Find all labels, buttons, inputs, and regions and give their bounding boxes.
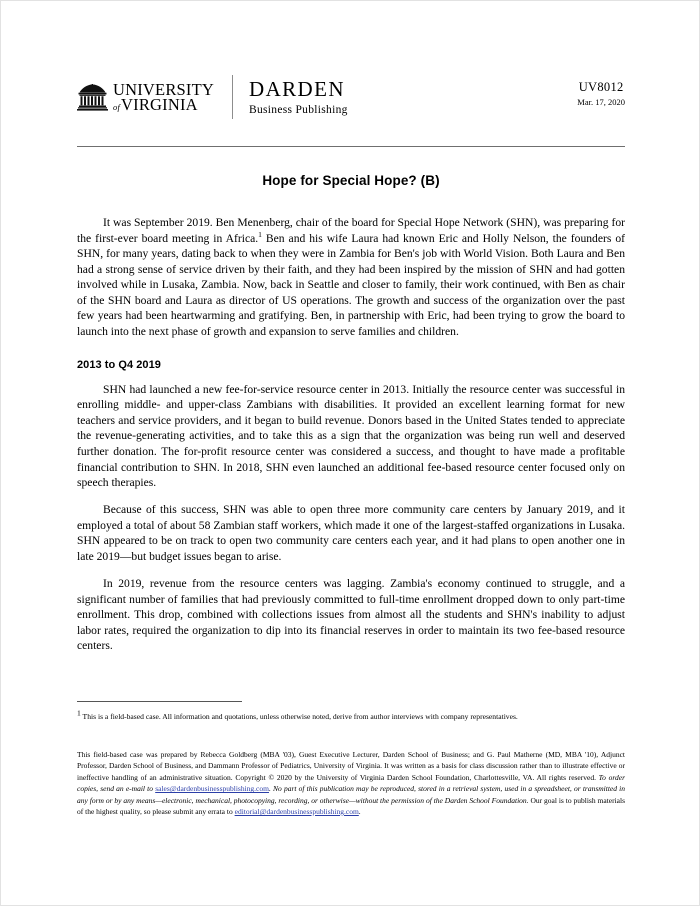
- paragraph-2: SHN had launched a new fee-for-service resource center in 2013. Initially the resource center was successful in enrolling middle- and upper-class Zambians with disabilities. It provided an excellent learning format for new teachers and service providers, and it began to build revenue. Donors based in the United States tended to appreciate the revenue-generating activities, and to take this as a sign that the organization was being run well and deserved further donation. The for-profit resource center was considered a success, and thought to have made a profitable financial contribution to SHN. In 2018, SHN even launched an additional fee-based resource center focused only on speech therapies.: [77, 382, 625, 490]
- university-of-text: of: [113, 102, 121, 112]
- copyright-section: [77, 749, 625, 817]
- paragraph-4: In 2019, revenue from the resource centers was lagging. Zambia's economy continued to struggle, and a significant number of families that had previously committed to full-time enrollment dropped down to only part-time enrollment. This drop, combined with collections issues from almost all the students and SHN's inability to adjust labor rates, required the organization to dip into its financial reserves in order to maintain its two fee-based resource centers.: [77, 576, 625, 653]
- footnote-section: [77, 701, 625, 722]
- editorial-email-link[interactable]: editorial@dardenbusinesspublishing.com: [234, 806, 359, 816]
- copyright-segment-2: Our goal is to publish materials of the highest quality, so please submit any errata to: [77, 795, 625, 816]
- footnote-body: This is a field-based case. All information and quotations, unless otherwise noted, derive from author interviews with company representatives.: [80, 712, 518, 721]
- document-body: [77, 215, 625, 654]
- document-meta: [577, 75, 625, 108]
- footnote-rule: [77, 701, 242, 702]
- copyright-text: [77, 749, 625, 817]
- brand-divider: [232, 75, 233, 119]
- section-heading: 2013 to Q4 2019: [77, 358, 161, 371]
- paragraph-1-part-1: It was September 2019. Ben Menenberg, chair of the board for Special Hope Network (SHN), was preparing for the first-ever board meeting in Africa.: [77, 216, 625, 245]
- university-wordmark: [113, 79, 214, 114]
- document-id: UV8012: [578, 80, 624, 94]
- paragraph-1: [77, 215, 625, 340]
- university-line-2: [113, 97, 214, 112]
- footnote-reference: 1: [258, 229, 262, 239]
- darden-subtitle: Business Publishing: [249, 103, 348, 116]
- darden-title: DARDEN: [249, 77, 345, 102]
- page-content: [77, 1, 625, 665]
- sales-email-link[interactable]: sales@dardenbusinesspublishing.com: [155, 784, 269, 794]
- footnote-marker: 1: [77, 708, 81, 718]
- rotunda-icon: [77, 84, 108, 111]
- university-line-1-text: UNIVERSITY: [113, 79, 214, 99]
- header-rule: [77, 146, 625, 147]
- document-header: [77, 1, 625, 119]
- copyright-italic-2: . No part of this publication may be reproduced, stored in a retrieval system, used in a spreadsheet, or transmitted in any form or by any means—electronic, mechanical, photocopying, recording, or otherwise—without the permission of the Darden School Foundation.: [77, 784, 625, 805]
- copyright-segment-1: This field-based case was prepared by Rebecca Goldberg (MBA '03), Guest Executive Lecturer, Darden School of Business; and G. Paul Matherne (MD, MBA '10), Adjunct Professor, Darden School of Business, and Dammann Professor of Pediatrics, University of Virginia. It was written as a basis for class discussion rather than to illustrate effective or ineffective handling of an administrative situation. Copyright © 2020 by the University of Virginia Darden School Foundation, Charlottesville, VA. All rights reserved.: [77, 750, 625, 782]
- copyright-segment-3: .: [358, 806, 361, 816]
- footnote-text: [77, 708, 625, 722]
- darden-brand: [249, 78, 348, 115]
- paragraph-1-part-2: Ben and his wife Laura had known Eric and Holly Nelson, the founders of SHN, for many years, dating back to when they were in Zambia for Ben's job with World Vision. Both Laura and Ben had a strong sense of service driven by their faith, and they had been inspired by the mission of SHN and had gotten involved while in Lusaka, Zambia. Now, back in Seattle and closer to family, their work continued, with Ben as chair of the SHN board and Laura as director of US operations. The growth and success of the organization over the past few years had been heartwarming and gratifying. Ben, in partnership with Eric, had been trying to grow the board to launch into the next phase of growth and expansion to serve families and children.: [77, 231, 625, 339]
- document-date: Mar. 17, 2020: [577, 97, 625, 108]
- university-line-2-text: VIRGINIA: [121, 95, 198, 114]
- publisher-brand: [77, 75, 348, 119]
- copyright-italic-1: To order copies, send an e-mail to: [77, 772, 625, 794]
- paragraph-3: Because of this success, SHN was able to open three more community care centers by January 2019, and it employed a total of about 58 Zambian staff workers, which made it one of the largest-staffed organizations in Lusaka. SHN appeared to be on track to open two community care centers each year, and it had plans to open another one in late 2019—but budget issues began to arise.: [77, 503, 625, 563]
- page-title: Hope for Special Hope? (B): [262, 173, 440, 188]
